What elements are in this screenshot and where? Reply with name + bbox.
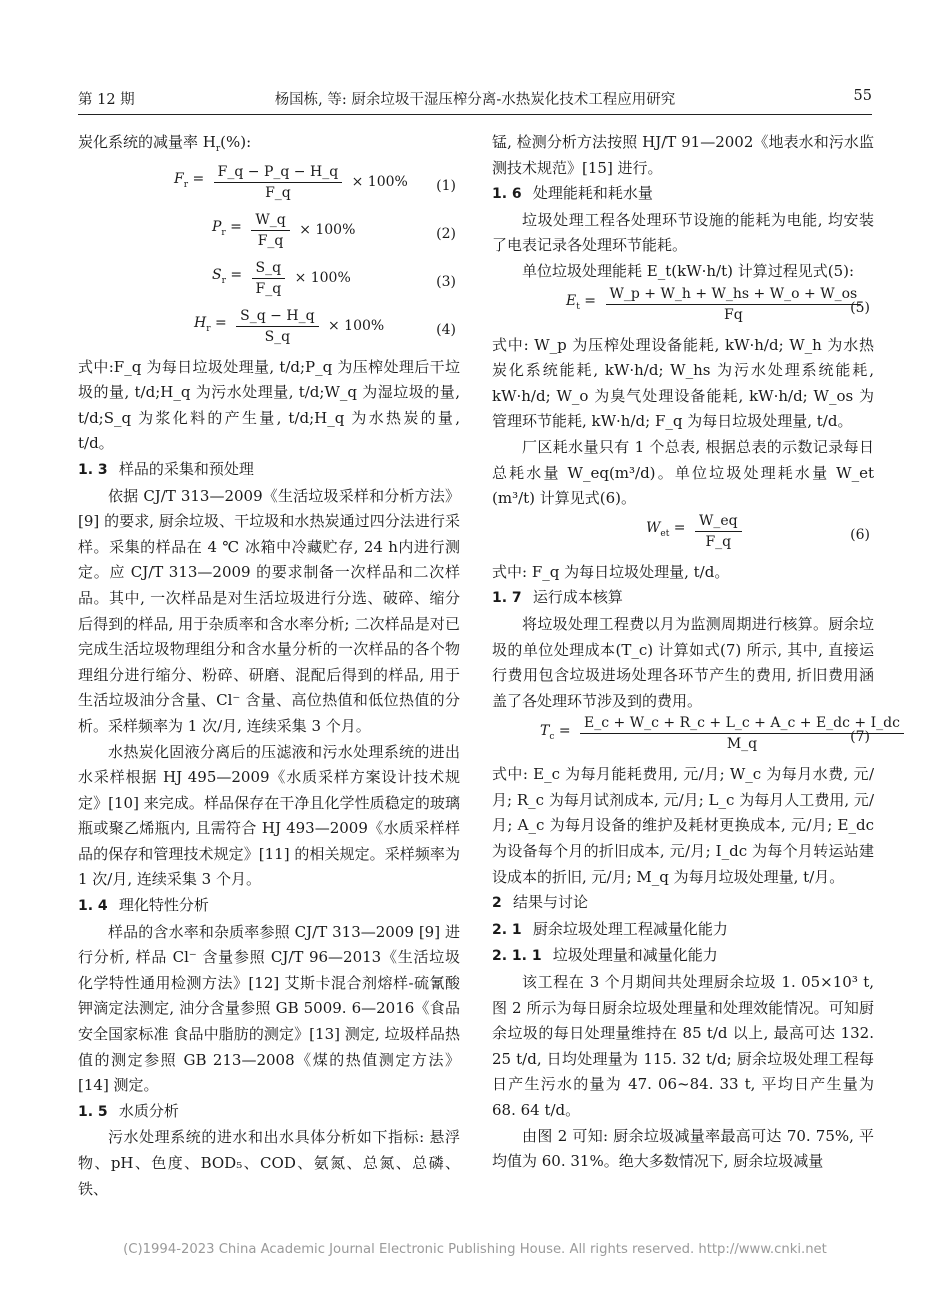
eq2-number: (2) (436, 225, 456, 242)
eq1-numerator: F_q − P_q − H_q (214, 163, 343, 183)
equation-7: $T_c$ = $\frac{E\_c + W\_c + R\_c + L\_c + A\_c + E\_dc + I\_dc}{M\_q}$ (7) (492, 714, 874, 762)
paragraph-1-4: 样品的含水率和杂质率参照 CJ/T 313—2009 [9] 进行分析, 样品 Cl⁻ 含量参照 CJ/T 96—2013《生活垃圾化学特性通用检测方法》[12] 艾斯卡混合剂熔样-硫氰酸钾滴定法测定, 油分含量参照 GB 5009. 6—2016《食品安全国家标准 食品中脂肪的测定》[13] 测定, 垃圾样品热值的测定参照 GB 213—2008《煤的热值测定方法》[14] 测定。 (78, 922, 460, 1095)
header-rule (78, 114, 872, 115)
eq4-number: (4) (436, 321, 456, 338)
section-2-1-1-heading: 2. 1. 1 垃圾处理量和减量化能力 (492, 946, 718, 965)
eq5-where: 式中: W_p 为压榨处理设备能耗, kW·h/d; W_h 为水热炭化系统能耗, kW·h/d; W_hs 为污水处理系统能耗, kW·h/d; W_o 为臭气处理设备能耗, kW·h/d; W_os 为管理环节能耗, kW·h/d; F_q 为每日垃圾处理量, t/d。 (492, 335, 874, 431)
eq5-number: (5) (850, 299, 870, 316)
section-1-6-heading: 1. 6 处理能耗和耗水量 (492, 184, 653, 203)
eq1-denominator: F_q (265, 184, 291, 201)
reduction-rate-intro: 炭化系统的减量率 $H_r(\%)$: (78, 133, 252, 154)
paragraph-1-5: 污水处理系统的进水和出水具体分析如下指标: 悬浮物、pH、色度、BOD₅、COD、氨氮、总氮、总磷、铁、 (78, 1128, 460, 1198)
copyright-footer: (C)1994-2023 China Academic Journal Electronic Publishing House. All rights reserved. http://www.cnki.net (123, 1242, 827, 1257)
eq5-numerator: W_p + W_h + W_hs + W_o + W_os (606, 285, 862, 305)
eq1-4-where: 式中:F_q 为每日垃圾处理量, t/d;P_q 为压榨处理后干垃圾的量, t/d;H_q 为污水处理量, t/d;W_q 为湿垃圾的量, t/d;S_q 为浆化料的产生量, t/d;H_q 为水热炭的量, t/d。 (78, 357, 460, 453)
eq1-number: (1) (436, 177, 456, 194)
eq2-denominator: F_q (257, 232, 284, 249)
paragraph-1-6-c: 厂区耗水量只有 1 个总表, 根据总表的示数记录每日总耗水量 W_eq(m³/d)。单位垃圾处理耗水量 W_et (m³/t) 计算见式(6)。 (492, 437, 874, 508)
section-2-1-heading: 2. 1 厨余垃圾处理工程减量化能力 (492, 919, 728, 938)
paragraph-1-6-b: 单位垃圾处理能耗 E_t(kW·h/t) 计算过程见式(5): (522, 261, 855, 280)
equation-6: $W_{et}$ = $\frac{W\_eq}{F\_q}$ (6) (646, 512, 870, 550)
eq7-denominator: M_q (726, 736, 758, 753)
eq7-where: 式中: E_c 为每月能耗费用, 元/月; W_c 为每月水费, 元/月; R_c 为每月试剂成本, 元/月; L_c 为每月人工费用, 元/月; A_c 为每月设备的维护及耗材更换成本, 元/月; E_dc 为设备每个月的折旧成本, 元/月; I_dc 为每个月转运站建设成本的折旧, 元/月; M_q 为每月垃圾处理量, t/月。 (492, 765, 874, 886)
eq3-numerator: S_q (252, 259, 286, 279)
eq2-numerator: W_q (251, 211, 289, 231)
eq3-denominator: F_q (255, 280, 282, 297)
equation-5: $E_t$ = $\frac{W\_p + W\_h + W\_hs + W\_o + W\_os}{Fq}$ (5) (566, 285, 870, 323)
eq6-where: 式中: F_q 为每日垃圾处理量, t/d。 (492, 562, 730, 581)
eq5-denominator: Fq (724, 306, 743, 323)
page-number: 55 (853, 88, 872, 104)
running-header (78, 88, 872, 112)
equation-2: $P_r$ = $\frac{W\_q}{F\_q}$ × 100% (2) (212, 211, 456, 249)
paragraph-1-6-a: 垃圾处理工程各处理环节设施的能耗为电能, 均安装了电表记录各处理环节能耗。 (492, 210, 874, 255)
left-column (78, 130, 460, 1202)
eq7-number: (7) (850, 729, 870, 746)
equation-3: $S_r$ = $\frac{S\_q}{F\_q}$ × 100% (3) (212, 259, 456, 297)
section-2-heading: 2 结果与讨论 (492, 893, 588, 912)
eq6-numerator: W_eq (695, 512, 742, 532)
paragraph-2-1-1-a: 该工程在 3 个月期间共处理厨余垃圾 1. 05×10³ t, 图 2 所示为每日厨余垃圾处理量和处理效能情况。可知厨余垃圾的每日处理量维持在 85 t/d 以上, 最高可达 132. 25 t/d, 日均处理量为 115. 32 t/d; 厨余垃圾处理工程每日产生污水的量为 47. 06~84. 33 t, 平均日产生量为 68. 64 t/d。 (492, 973, 874, 1119)
section-1-7-heading: 1. 7 运行成本核算 (492, 588, 623, 607)
eq4-numerator: S_q − H_q (236, 307, 318, 327)
section-1-3-heading: 1. 3 样品的采集和预处理 (78, 459, 254, 478)
eq3-number: (3) (436, 273, 456, 290)
eq7-numerator: E_c + W_c + R_c + L_c + A_c + E_dc + I_dc (580, 714, 904, 734)
equation-1: $F_r$ = $\frac{F\_q - P\_q - H\_q}{F\_q}$ × 100% (1) (174, 163, 456, 201)
issue-number: 第 12 期 (78, 92, 135, 108)
running-title: 杨国栋, 等: 厨余垃圾干湿压榨分离-水热炭化技术工程应用研究 (274, 92, 676, 108)
paragraph-1-7: 将垃圾处理工程费以月为监测周期进行核算。厨余垃圾的单位处理成本(T_c) 计算如式(7) 所示, 其中, 直接运行费用包含垃圾进场处理各环节产生的费用, 折旧费用涵盖了各处理环节涉及到的费用。 (492, 614, 874, 710)
equation-4: $H_r$ = $\frac{S\_q - H\_q}{S\_q}$ × 100% (4) (194, 307, 456, 345)
paragraph-1-3-b: 水热炭化固液分离后的压滤液和污水处理系统的进出水采样根据 HJ 495—2009《水质采样方案设计技术规定》[10] 来完成。样品保存在干净且化学性质稳定的玻璃瓶或聚乙烯瓶内, 且需符合 HJ 493—2009《水质采样样品的保存和管理技术规定》[11] 的相关规定。采样频率为 1 次/月, 连续采集 3 个月。 (78, 742, 460, 889)
paragraph-1-3-a: 依据 CJ/T 313—2009《生活垃圾采样和分析方法》[9] 的要求, 厨余垃圾、干垃圾和水热炭通过四分法进行采样。采集的样品在 4 ℃ 冰箱中冷藏贮存, 24 h内进行测定。应 CJ/T 313—2009 的要求制备一次样品和二次样品。其中, 一次样品是对生活垃圾进行分选、破碎、缩分后得到的样品, 用于杂质率和含水率分析; 二次样品是对已完成生活垃圾物理组分和含水量分析的一次样品的各个物理组分进行缩分、粉碎、研磨、混配后得到的样品, 用于生活垃圾油分含量、Cl⁻ 含量、高位热值和低位热值的分析。采样频率为 1 次/月, 连续采集 3 个月。 (78, 486, 460, 735)
section-1-4-heading: 1. 4 理化特性分析 (78, 896, 209, 915)
eq4-denominator: S_q (264, 328, 291, 345)
eq6-denominator: F_q (705, 533, 732, 550)
paragraph-2-1-1-b: 由图 2 可知: 厨余垃圾减量率最高可达 70. 75%, 平均值为 60. 31%。绝大多数情况下, 厨余垃圾减量 (492, 1126, 874, 1171)
right-column (492, 130, 900, 1175)
paragraph-1-5-cont: 锰, 检测分析方法按照 HJ/T 91—2002《地表水和污水监测技术规范》[15] 进行。 (492, 133, 874, 177)
section-1-5-heading: 1. 5 水质分析 (78, 1101, 179, 1120)
eq6-number: (6) (850, 526, 870, 543)
